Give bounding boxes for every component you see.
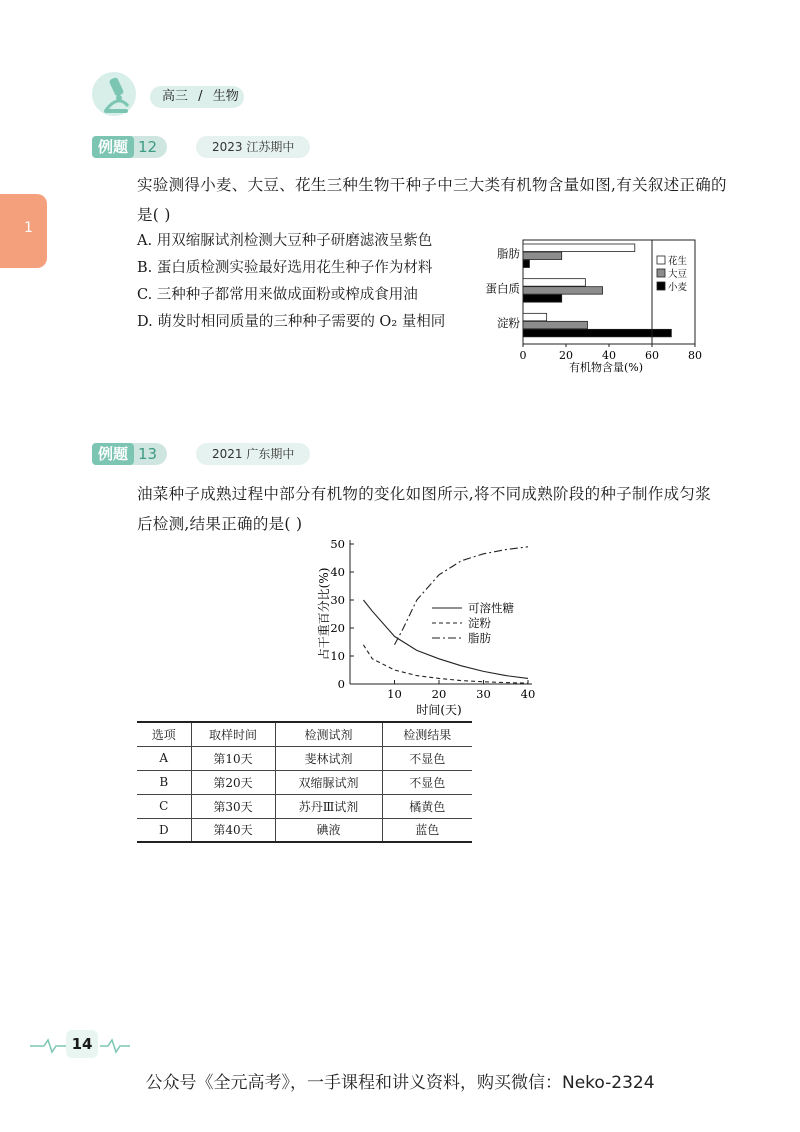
y-tick-label: 0 <box>337 677 345 691</box>
q12-stem <box>137 170 737 230</box>
table-cell: 蓝色 <box>382 818 472 842</box>
y-tick-label: 50 <box>330 537 345 551</box>
table-cell: 第20天 <box>191 770 275 794</box>
footer-notice: 公众号《全元高考》，一手课程和讲义资料，购买微信：Neko-2324 <box>145 1073 655 1093</box>
example-label: 例题 <box>92 443 134 465</box>
x-tick-label: 20 <box>431 687 447 701</box>
bar-花生 <box>523 244 635 252</box>
example-13-source: 2021 广东期中 <box>196 443 310 465</box>
table-header-cell: 选项 <box>137 722 191 746</box>
table-cell: 不显色 <box>382 746 472 770</box>
legend-label: 小麦 <box>668 282 688 293</box>
table-cell: C <box>137 794 191 818</box>
table-cell: D <box>137 818 191 842</box>
y-tick-label: 20 <box>330 621 345 635</box>
table-cell: 第10天 <box>191 746 275 770</box>
category-label: 脂肪 <box>497 246 520 261</box>
grade-label: 高三 <box>162 89 189 104</box>
table-row[interactable] <box>137 746 472 770</box>
x-tick-label: 80 <box>688 349 702 362</box>
q13-stem-line1: 油菜种子成熟过程中部分有机物的变化如图所示,将不同成熟阶段的种子制作成匀浆 <box>137 485 712 503</box>
microscope-icon <box>98 74 136 116</box>
legend-label: 脂肪 <box>468 631 491 645</box>
table-row[interactable] <box>137 818 472 842</box>
x-tick-label: 20 <box>559 349 573 362</box>
table-row[interactable] <box>137 794 472 818</box>
bar-花生 <box>523 279 585 287</box>
legend-label: 可溶性糖 <box>468 601 514 615</box>
y-axis-label: 占干重百分比(%) <box>317 567 331 661</box>
q13-stem <box>137 479 737 539</box>
example-number: 13 <box>138 445 158 463</box>
table-cell: 碘液 <box>275 818 382 842</box>
q13-stem-line2: 后检测,结果正确的是( ) <box>137 515 303 533</box>
organic-content-bar-chart <box>478 234 728 374</box>
legend-label: 大豆 <box>668 269 688 280</box>
line-脂肪 <box>395 547 529 645</box>
bar-小麦 <box>523 295 562 303</box>
q12-options <box>137 228 482 336</box>
x-tick-label: 10 <box>387 687 402 701</box>
legend-swatch <box>657 256 665 264</box>
header-separator: / <box>198 89 203 104</box>
legend-swatch <box>657 269 665 277</box>
legend-label: 淀粉 <box>468 616 491 630</box>
table-cell: 第30天 <box>191 794 275 818</box>
table-cell: 第40天 <box>191 818 275 842</box>
x-tick-label: 0 <box>519 349 527 362</box>
rapeseed-organic-line-chart <box>308 532 558 722</box>
x-axis-label: 有机物含量(%) <box>568 361 644 374</box>
x-tick-label: 30 <box>476 687 491 701</box>
bar-花生 <box>523 313 547 321</box>
category-label: 淀粉 <box>497 315 520 330</box>
example-label: 例题 <box>92 136 134 158</box>
table-cell: 双缩脲试剂 <box>275 770 382 794</box>
x-tick-label: 40 <box>520 687 536 701</box>
q12-option-a[interactable]: A. 用双缩脲试剂检测大豆种子研磨滤液呈紫色 <box>137 233 433 249</box>
bar-小麦 <box>523 329 671 337</box>
y-tick-label: 10 <box>330 649 345 663</box>
bar-大豆 <box>523 321 588 329</box>
chapter-number: 1 <box>24 220 33 236</box>
bar-大豆 <box>523 252 562 260</box>
table-header-cell: 取样时间 <box>191 722 275 746</box>
y-tick-label: 30 <box>330 593 345 607</box>
legend-label: 花生 <box>668 256 688 267</box>
grade-subject-pill <box>150 86 244 108</box>
table-cell: 斐林试剂 <box>275 746 382 770</box>
category-label: 蛋白质 <box>485 281 520 296</box>
q12-option-d[interactable]: D. 萌发时相同质量的三种种子需要的 O₂ 量相同 <box>137 314 446 330</box>
q13-options-table <box>137 721 472 843</box>
q12-option-c[interactable]: C. 三种种子都常用来做成面粉或榨成食用油 <box>137 287 418 303</box>
line-淀粉 <box>363 645 528 683</box>
table-header-cell: 检测结果 <box>382 722 472 746</box>
example-12-badge <box>92 136 167 158</box>
table-cell: 不显色 <box>382 770 472 794</box>
table-cell: 苏丹Ⅲ试剂 <box>275 794 382 818</box>
chapter-side-tab[interactable] <box>0 194 47 268</box>
table-header-row <box>137 722 472 746</box>
legend-swatch <box>657 282 665 290</box>
x-tick-label: 40 <box>602 349 616 362</box>
subject-label: 生物 <box>212 89 239 104</box>
x-tick-label: 60 <box>645 349 659 362</box>
table-row[interactable] <box>137 770 472 794</box>
table-cell: B <box>137 770 191 794</box>
page-number: 14 <box>66 1030 98 1058</box>
x-axis-label: 时间(天) <box>416 703 462 717</box>
y-tick-label: 40 <box>330 565 345 579</box>
table-cell: A <box>137 746 191 770</box>
q12-stem-line2: 是( ) <box>137 206 171 224</box>
q12-stem-line1: 实验测得小麦、大豆、花生三种生物干种子中三大类有机物含量如图,有关叙述正确的 <box>137 176 727 194</box>
bar-小麦 <box>523 260 529 268</box>
table-header-cell: 检测试剂 <box>275 722 382 746</box>
example-12-source: 2023 江苏期中 <box>196 136 310 158</box>
example-13-badge <box>92 443 167 465</box>
q12-option-b[interactable]: B. 蛋白质检测实验最好选用花生种子作为材料 <box>137 260 433 276</box>
example-number: 12 <box>138 138 158 156</box>
table-cell: 橘黄色 <box>382 794 472 818</box>
bar-大豆 <box>523 287 603 295</box>
